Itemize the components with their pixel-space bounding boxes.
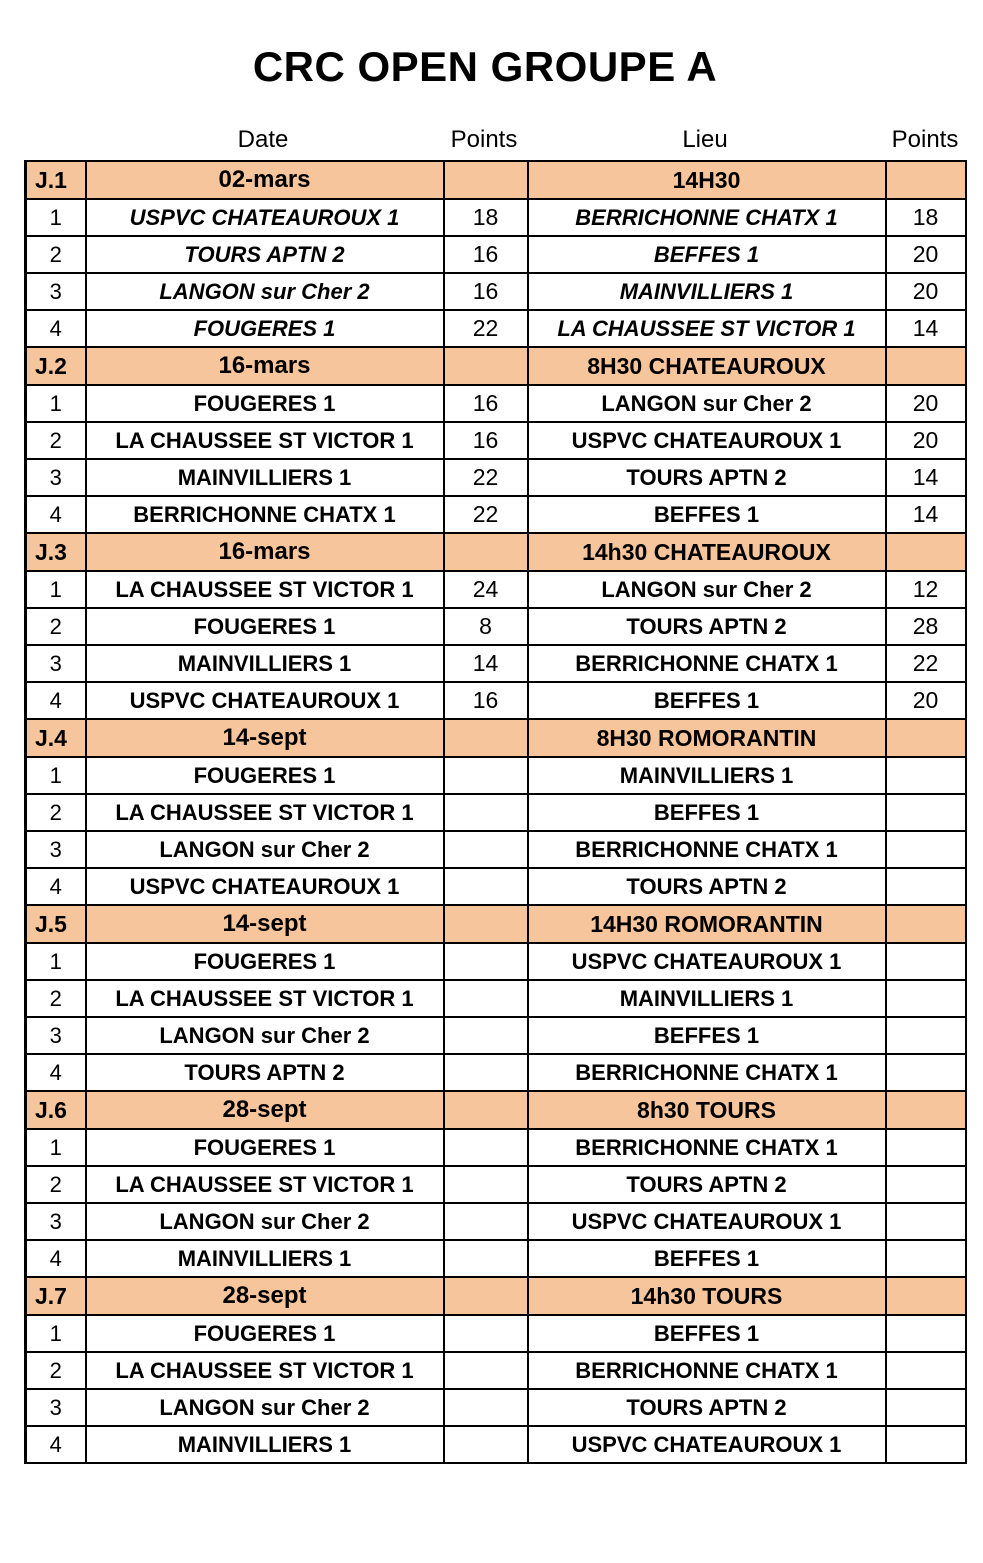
match-number: 2: [26, 794, 86, 831]
away-team: USPVC CHATEAUROUX 1: [528, 1426, 886, 1463]
away-team: MAINVILLIERS 1: [528, 273, 886, 310]
home-team: LANGON sur Cher 2: [86, 273, 444, 310]
round-points-blank: [444, 1091, 528, 1129]
home-points: [444, 1166, 528, 1203]
round-points-blank: [886, 533, 966, 571]
away-team: BERRICHONNE CHATX 1: [528, 199, 886, 236]
away-team: USPVC CHATEAUROUX 1: [528, 943, 886, 980]
away-points: [886, 980, 966, 1017]
home-points: [444, 943, 528, 980]
home-team: LANGON sur Cher 2: [86, 1203, 444, 1240]
round-header-row: [26, 719, 966, 757]
home-team: MAINVILLIERS 1: [86, 1240, 444, 1277]
match-row: [26, 310, 966, 347]
away-team: BERRICHONNE CHATX 1: [528, 645, 886, 682]
away-team: BEFFES 1: [528, 1017, 886, 1054]
home-points: 22: [444, 459, 528, 496]
match-number: 4: [26, 496, 86, 533]
home-team: FOUGERES 1: [86, 943, 444, 980]
away-team: BEFFES 1: [528, 1315, 886, 1352]
away-team: USPVC CHATEAUROUX 1: [528, 1203, 886, 1240]
match-number: 1: [26, 1315, 86, 1352]
home-team: LANGON sur Cher 2: [86, 1389, 444, 1426]
home-team: MAINVILLIERS 1: [86, 459, 444, 496]
round-lieu: 8h30 TOURS: [528, 1091, 886, 1129]
home-team: LA CHAUSSEE ST VICTOR 1: [86, 571, 444, 608]
home-team: LA CHAUSSEE ST VICTOR 1: [86, 1352, 444, 1389]
round-points-blank: [444, 719, 528, 757]
away-team: LANGON sur Cher 2: [528, 385, 886, 422]
col-header-lieu: Lieu: [682, 126, 728, 153]
home-points: 8: [444, 608, 528, 645]
away-team: TOURS APTN 2: [528, 459, 886, 496]
round-label: J.2: [26, 347, 86, 385]
home-points: 16: [444, 236, 528, 273]
home-team: FOUGERES 1: [86, 757, 444, 794]
match-number: 3: [26, 1389, 86, 1426]
home-team: USPVC CHATEAUROUX 1: [86, 868, 444, 905]
round-header-row: [26, 905, 966, 943]
home-points: 16: [444, 385, 528, 422]
round-points-blank: [886, 1277, 966, 1315]
round-label: J.6: [26, 1091, 86, 1129]
away-points: [886, 1054, 966, 1091]
home-points: 14: [444, 645, 528, 682]
match-row: [26, 1017, 966, 1054]
away-points: 14: [886, 310, 966, 347]
match-row: [26, 757, 966, 794]
match-row: [26, 1426, 966, 1463]
round-label: J.1: [26, 161, 86, 199]
col-header-points-away: Points: [891, 126, 959, 153]
home-points: [444, 1203, 528, 1240]
away-team: TOURS APTN 2: [528, 608, 886, 645]
schedule-table: [24, 160, 967, 1464]
home-team: TOURS APTN 2: [86, 1054, 444, 1091]
match-number: 4: [26, 310, 86, 347]
home-team: USPVC CHATEAUROUX 1: [86, 682, 444, 719]
match-row: [26, 199, 966, 236]
home-points: [444, 794, 528, 831]
match-row: [26, 831, 966, 868]
away-points: 20: [886, 422, 966, 459]
away-points: 20: [886, 236, 966, 273]
round-header-row: [26, 533, 966, 571]
round-points-blank: [886, 719, 966, 757]
away-team: MAINVILLIERS 1: [528, 980, 886, 1017]
away-team: LANGON sur Cher 2: [528, 571, 886, 608]
match-number: 1: [26, 199, 86, 236]
home-team: MAINVILLIERS 1: [86, 1426, 444, 1463]
home-points: [444, 1426, 528, 1463]
away-team: BEFFES 1: [528, 1240, 886, 1277]
col-header-date: Date: [237, 126, 289, 153]
match-number: 1: [26, 385, 86, 422]
match-number: 4: [26, 682, 86, 719]
match-row: [26, 1054, 966, 1091]
match-number: 3: [26, 645, 86, 682]
home-team: USPVC CHATEAUROUX 1: [86, 199, 444, 236]
home-points: 16: [444, 682, 528, 719]
away-points: 20: [886, 682, 966, 719]
round-points-blank: [886, 161, 966, 199]
round-date: 14-sept: [86, 905, 444, 943]
round-points-blank: [886, 905, 966, 943]
away-points: [886, 1315, 966, 1352]
match-row: [26, 868, 966, 905]
round-points-blank: [444, 905, 528, 943]
col-header-points-home: Points: [450, 126, 518, 153]
home-points: [444, 1054, 528, 1091]
away-points: 20: [886, 273, 966, 310]
match-number: 4: [26, 1240, 86, 1277]
round-date: 28-sept: [86, 1091, 444, 1129]
away-team: USPVC CHATEAUROUX 1: [528, 422, 886, 459]
round-points-blank: [444, 533, 528, 571]
away-points: [886, 868, 966, 905]
home-team: FOUGERES 1: [86, 608, 444, 645]
home-team: LA CHAUSSEE ST VICTOR 1: [86, 422, 444, 459]
away-team: BEFFES 1: [528, 682, 886, 719]
match-row: [26, 1240, 966, 1277]
match-row: [26, 1166, 966, 1203]
away-points: 22: [886, 645, 966, 682]
match-row: [26, 385, 966, 422]
match-number: 2: [26, 1352, 86, 1389]
match-row: [26, 608, 966, 645]
match-number: 2: [26, 1166, 86, 1203]
away-points: [886, 1240, 966, 1277]
home-team: BERRICHONNE CHATX 1: [86, 496, 444, 533]
round-date: 02-mars: [86, 161, 444, 199]
home-team: LA CHAUSSEE ST VICTOR 1: [86, 794, 444, 831]
match-row: [26, 1389, 966, 1426]
match-row: [26, 571, 966, 608]
home-points: 16: [444, 422, 528, 459]
home-team: LA CHAUSSEE ST VICTOR 1: [86, 1166, 444, 1203]
match-row: [26, 422, 966, 459]
away-points: 14: [886, 496, 966, 533]
match-number: 2: [26, 422, 86, 459]
match-number: 4: [26, 868, 86, 905]
home-team: FOUGERES 1: [86, 310, 444, 347]
away-team: BERRICHONNE CHATX 1: [528, 1129, 886, 1166]
away-points: 12: [886, 571, 966, 608]
match-row: [26, 273, 966, 310]
match-row: [26, 1129, 966, 1166]
away-points: [886, 757, 966, 794]
round-points-blank: [444, 1277, 528, 1315]
home-points: [444, 1315, 528, 1352]
away-team: BEFFES 1: [528, 236, 886, 273]
match-row: [26, 496, 966, 533]
home-team: MAINVILLIERS 1: [86, 645, 444, 682]
away-points: [886, 794, 966, 831]
away-team: TOURS APTN 2: [528, 1389, 886, 1426]
home-points: [444, 831, 528, 868]
away-team: BEFFES 1: [528, 794, 886, 831]
home-points: [444, 1240, 528, 1277]
away-team: MAINVILLIERS 1: [528, 757, 886, 794]
away-points: [886, 1203, 966, 1240]
match-number: 3: [26, 831, 86, 868]
match-number: 2: [26, 236, 86, 273]
round-date: 16-mars: [86, 533, 444, 571]
match-number: 3: [26, 273, 86, 310]
round-points-blank: [886, 347, 966, 385]
away-points: [886, 1017, 966, 1054]
match-row: [26, 236, 966, 273]
match-number: 1: [26, 1129, 86, 1166]
match-number: 1: [26, 571, 86, 608]
home-points: [444, 1352, 528, 1389]
round-header-row: [26, 161, 966, 199]
match-number: 2: [26, 608, 86, 645]
match-number: 4: [26, 1054, 86, 1091]
home-team: TOURS APTN 2: [86, 236, 444, 273]
match-row: [26, 459, 966, 496]
round-points-blank: [886, 1091, 966, 1129]
match-row: [26, 943, 966, 980]
round-lieu: 14H30: [528, 161, 886, 199]
round-header-row: [26, 1277, 966, 1315]
round-label: J.3: [26, 533, 86, 571]
home-team: FOUGERES 1: [86, 1129, 444, 1166]
away-points: [886, 1389, 966, 1426]
match-row: [26, 1203, 966, 1240]
match-row: [26, 645, 966, 682]
home-points: [444, 980, 528, 1017]
round-label: J.5: [26, 905, 86, 943]
round-date: 28-sept: [86, 1277, 444, 1315]
home-points: [444, 757, 528, 794]
match-row: [26, 794, 966, 831]
away-team: LA CHAUSSEE ST VICTOR 1: [528, 310, 886, 347]
round-lieu: 14h30 TOURS: [528, 1277, 886, 1315]
home-points: 24: [444, 571, 528, 608]
round-label: J.4: [26, 719, 86, 757]
home-points: [444, 1017, 528, 1054]
home-team: LANGON sur Cher 2: [86, 831, 444, 868]
home-points: 16: [444, 273, 528, 310]
away-team: BERRICHONNE CHATX 1: [528, 1054, 886, 1091]
match-row: [26, 1352, 966, 1389]
home-team: FOUGERES 1: [86, 385, 444, 422]
home-team: FOUGERES 1: [86, 1315, 444, 1352]
round-date: 14-sept: [86, 719, 444, 757]
match-number: 3: [26, 1017, 86, 1054]
away-points: 20: [886, 385, 966, 422]
away-points: [886, 1129, 966, 1166]
away-team: BERRICHONNE CHATX 1: [528, 831, 886, 868]
round-label: J.7: [26, 1277, 86, 1315]
match-number: 2: [26, 980, 86, 1017]
match-number: 1: [26, 943, 86, 980]
away-points: [886, 1426, 966, 1463]
page-title: CRC OPEN GROUPE A: [252, 43, 718, 90]
home-points: 22: [444, 496, 528, 533]
away-points: 14: [886, 459, 966, 496]
home-points: [444, 868, 528, 905]
away-points: [886, 943, 966, 980]
round-lieu: 8H30 ROMORANTIN: [528, 719, 886, 757]
home-points: 22: [444, 310, 528, 347]
round-points-blank: [444, 161, 528, 199]
away-points: [886, 831, 966, 868]
home-team: LANGON sur Cher 2: [86, 1017, 444, 1054]
round-date: 16-mars: [86, 347, 444, 385]
round-lieu: 8H30 CHATEAUROUX: [528, 347, 886, 385]
round-header-row: [26, 1091, 966, 1129]
away-team: BEFFES 1: [528, 496, 886, 533]
match-number: 1: [26, 757, 86, 794]
home-points: [444, 1129, 528, 1166]
round-lieu: 14H30 ROMORANTIN: [528, 905, 886, 943]
match-number: 3: [26, 459, 86, 496]
round-points-blank: [444, 347, 528, 385]
match-row: [26, 682, 966, 719]
away-team: TOURS APTN 2: [528, 1166, 886, 1203]
match-row: [26, 980, 966, 1017]
away-points: 18: [886, 199, 966, 236]
home-points: 18: [444, 199, 528, 236]
round-header-row: [26, 347, 966, 385]
round-lieu: 14h30 CHATEAUROUX: [528, 533, 886, 571]
away-team: TOURS APTN 2: [528, 868, 886, 905]
home-team: LA CHAUSSEE ST VICTOR 1: [86, 980, 444, 1017]
away-points: [886, 1166, 966, 1203]
away-team: BERRICHONNE CHATX 1: [528, 1352, 886, 1389]
match-number: 4: [26, 1426, 86, 1463]
away-points: 28: [886, 608, 966, 645]
match-number: 3: [26, 1203, 86, 1240]
match-row: [26, 1315, 966, 1352]
home-points: [444, 1389, 528, 1426]
away-points: [886, 1352, 966, 1389]
